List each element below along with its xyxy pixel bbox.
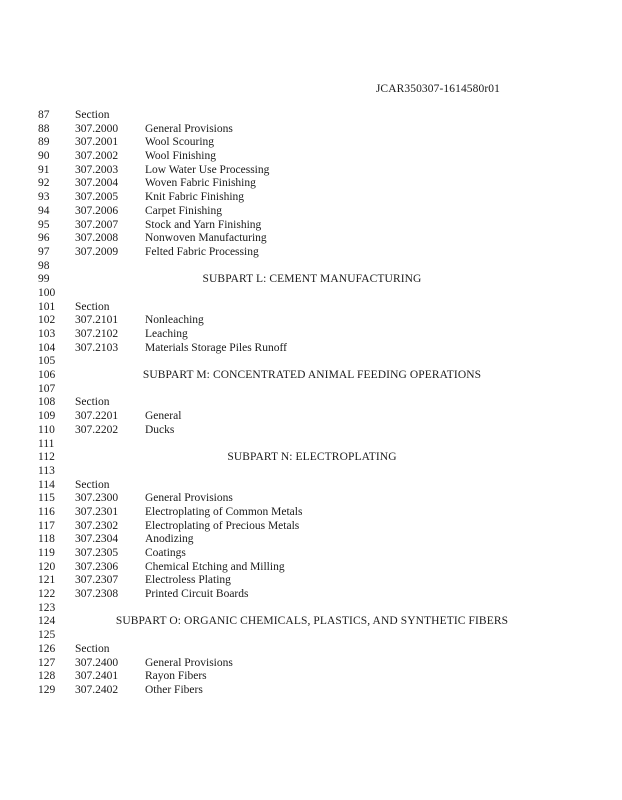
line-number: 115: [38, 492, 55, 505]
line-number: 105: [38, 355, 56, 368]
section-label-line: [0, 109, 622, 123]
subpart-heading-line: [0, 273, 622, 287]
section-number: 307.2005: [75, 191, 119, 204]
section-label: Section: [75, 478, 110, 491]
line-number: 96: [38, 232, 50, 245]
section-label: Section: [75, 642, 110, 655]
line-number: 119: [38, 547, 55, 559]
section-entry-line: [0, 574, 622, 588]
line-number: 126: [38, 642, 56, 655]
line-number: 122: [38, 588, 56, 601]
section-label-line: [0, 643, 622, 657]
line-number: 102: [38, 314, 56, 327]
section-number: 307.2009: [75, 245, 119, 258]
line-number: 107: [38, 382, 56, 395]
section-title: Leaching: [145, 328, 188, 340]
line-number: 116: [38, 505, 55, 518]
line-number: 88: [38, 122, 50, 135]
section-title: Rayon Fibers: [145, 670, 207, 683]
section-title: Knit Fabric Finishing: [145, 191, 245, 204]
section-entry-line: [0, 246, 622, 260]
section-title: General: [145, 410, 182, 423]
section-number: 307.2004: [75, 177, 119, 190]
section-entry-line: [0, 136, 622, 150]
section-number: 307.2002: [75, 150, 119, 163]
section-number: 307.2003: [75, 163, 119, 176]
subpart-heading-line: [0, 451, 622, 465]
subpart-heading-line: [0, 615, 622, 629]
section-title: Printed Circuit Boards: [145, 588, 249, 601]
line-number: 91: [38, 163, 50, 176]
section-label: Section: [75, 396, 110, 409]
section-title: Felted Fabric Processing: [145, 245, 259, 258]
section-number: 307.2307: [75, 574, 119, 587]
line-number: 95: [38, 218, 50, 231]
section-title: Chemical Etching and Milling: [145, 560, 285, 573]
line-number: 103: [38, 328, 56, 340]
line-number: 90: [38, 150, 50, 163]
section-title: Anodizing: [145, 533, 194, 546]
section-title: Other Fibers: [145, 683, 203, 696]
subpart-heading: SUBPART M: CONCENTRATED ANIMAL FEEDING OPERATIONS: [142, 369, 482, 382]
section-entry-line: [0, 328, 622, 342]
section-number: 307.2300: [75, 492, 119, 505]
section-number: 307.2400: [75, 656, 119, 669]
section-entry-line: [0, 684, 622, 698]
section-title: Wool Scouring: [145, 136, 215, 149]
document-id: JCAR350307-1614580r01: [375, 83, 500, 95]
section-title: Coatings: [145, 547, 186, 559]
section-title: Electroplating of Common Metals: [145, 505, 303, 518]
section-entry-line: [0, 164, 622, 178]
section-entry-line: [0, 670, 622, 684]
subpart-heading-line: [0, 369, 622, 383]
blank-line: [0, 287, 622, 301]
line-number: 128: [38, 670, 56, 683]
blank-line: [0, 629, 622, 643]
section-title: Electroless Plating: [145, 574, 231, 587]
section-label-line: [0, 396, 622, 410]
section-number: 307.2006: [75, 204, 119, 217]
section-number: 307.2302: [75, 519, 119, 532]
line-number: 92: [38, 177, 50, 190]
section-entry-line: [0, 205, 622, 219]
line-number: 111: [38, 437, 55, 450]
subpart-heading: SUBPART N: ELECTROPLATING: [227, 451, 397, 464]
section-title: Nonleaching: [145, 314, 204, 327]
section-label-line: [0, 479, 622, 493]
section-entry-line: [0, 314, 622, 328]
section-number: 307.2305: [75, 547, 119, 559]
line-numbered-body: [0, 109, 622, 698]
blank-line: [0, 260, 622, 274]
section-number: 307.2001: [75, 136, 119, 149]
line-number: 94: [38, 204, 50, 217]
line-number: 124: [38, 615, 56, 628]
line-number: 117: [38, 519, 55, 532]
section-entry-line: [0, 232, 622, 246]
section-number: 307.2402: [75, 683, 119, 696]
section-entry-line: [0, 219, 622, 233]
line-number: 121: [38, 574, 56, 587]
line-number: 112: [38, 451, 55, 464]
section-number: 307.2202: [75, 423, 119, 436]
line-number: 89: [38, 136, 50, 149]
section-title: Carpet Finishing: [145, 204, 222, 217]
blank-line: [0, 602, 622, 616]
section-entry-line: [0, 588, 622, 602]
section-number: 307.2201: [75, 410, 119, 423]
section-label: Section: [75, 109, 110, 121]
line-number: 110: [38, 423, 55, 436]
line-number: 100: [38, 286, 56, 299]
section-title: General Provisions: [145, 656, 233, 669]
section-entry-line: [0, 191, 622, 205]
section-title: Woven Fabric Finishing: [145, 177, 256, 190]
section-title: General Provisions: [145, 122, 233, 135]
line-number: 106: [38, 369, 56, 382]
subpart-heading: SUBPART O: ORGANIC CHEMICALS, PLASTICS, AND SYNTHETIC FIBERS: [115, 615, 509, 628]
section-entry-line: [0, 547, 622, 561]
section-title: Ducks: [145, 423, 175, 436]
line-number: 104: [38, 341, 56, 354]
section-title: Materials Storage Piles Runoff: [145, 341, 287, 354]
section-number: 307.2301: [75, 505, 119, 518]
section-label-line: [0, 301, 622, 315]
section-number: 307.2308: [75, 588, 119, 601]
line-number: 118: [38, 533, 55, 546]
section-number: 307.2102: [75, 328, 119, 340]
section-number: 307.2008: [75, 232, 119, 245]
section-number: 307.2401: [75, 670, 119, 683]
line-number: 87: [38, 109, 50, 121]
section-number: 307.2306: [75, 560, 119, 573]
section-number: 307.2007: [75, 218, 119, 231]
section-number: 307.2103: [75, 341, 119, 354]
section-entry-line: [0, 561, 622, 575]
line-number: 125: [38, 629, 56, 642]
subpart-heading: SUBPART L: CEMENT MANUFACTURING: [202, 273, 422, 286]
line-number: 123: [38, 601, 56, 614]
section-entry-line: [0, 342, 622, 356]
line-number: 114: [38, 478, 55, 491]
section-entry-line: [0, 410, 622, 424]
section-number: 307.2000: [75, 122, 119, 135]
section-entry-line: [0, 657, 622, 671]
blank-line: [0, 465, 622, 479]
section-entry-line: [0, 520, 622, 534]
line-number: 99: [38, 273, 50, 286]
line-number: 109: [38, 410, 56, 423]
line-number: 127: [38, 656, 56, 669]
section-number: 307.2304: [75, 533, 119, 546]
line-number: 98: [38, 259, 50, 272]
section-title: Low Water Use Processing: [145, 163, 270, 176]
section-entry-line: [0, 123, 622, 137]
line-number: 120: [38, 560, 56, 573]
section-entry-line: [0, 492, 622, 506]
blank-line: [0, 438, 622, 452]
section-title: Nonwoven Manufacturing: [145, 232, 267, 245]
line-number: 93: [38, 191, 50, 204]
section-title: General Provisions: [145, 492, 233, 505]
line-number: 97: [38, 245, 50, 258]
line-number: 101: [38, 300, 56, 313]
line-number: 113: [38, 464, 55, 477]
section-label: Section: [75, 300, 110, 313]
section-entry-line: [0, 533, 622, 547]
line-number: 108: [38, 396, 56, 409]
section-entry-line: [0, 424, 622, 438]
section-entry-line: [0, 177, 622, 191]
blank-line: [0, 383, 622, 397]
blank-line: [0, 355, 622, 369]
section-entry-line: [0, 506, 622, 520]
section-number: 307.2101: [75, 314, 119, 327]
section-title: Stock and Yarn Finishing: [145, 218, 262, 231]
section-title: Electroplating of Precious Metals: [145, 519, 300, 532]
section-title: Wool Finishing: [145, 150, 216, 163]
line-number: 129: [38, 683, 56, 696]
section-entry-line: [0, 150, 622, 164]
